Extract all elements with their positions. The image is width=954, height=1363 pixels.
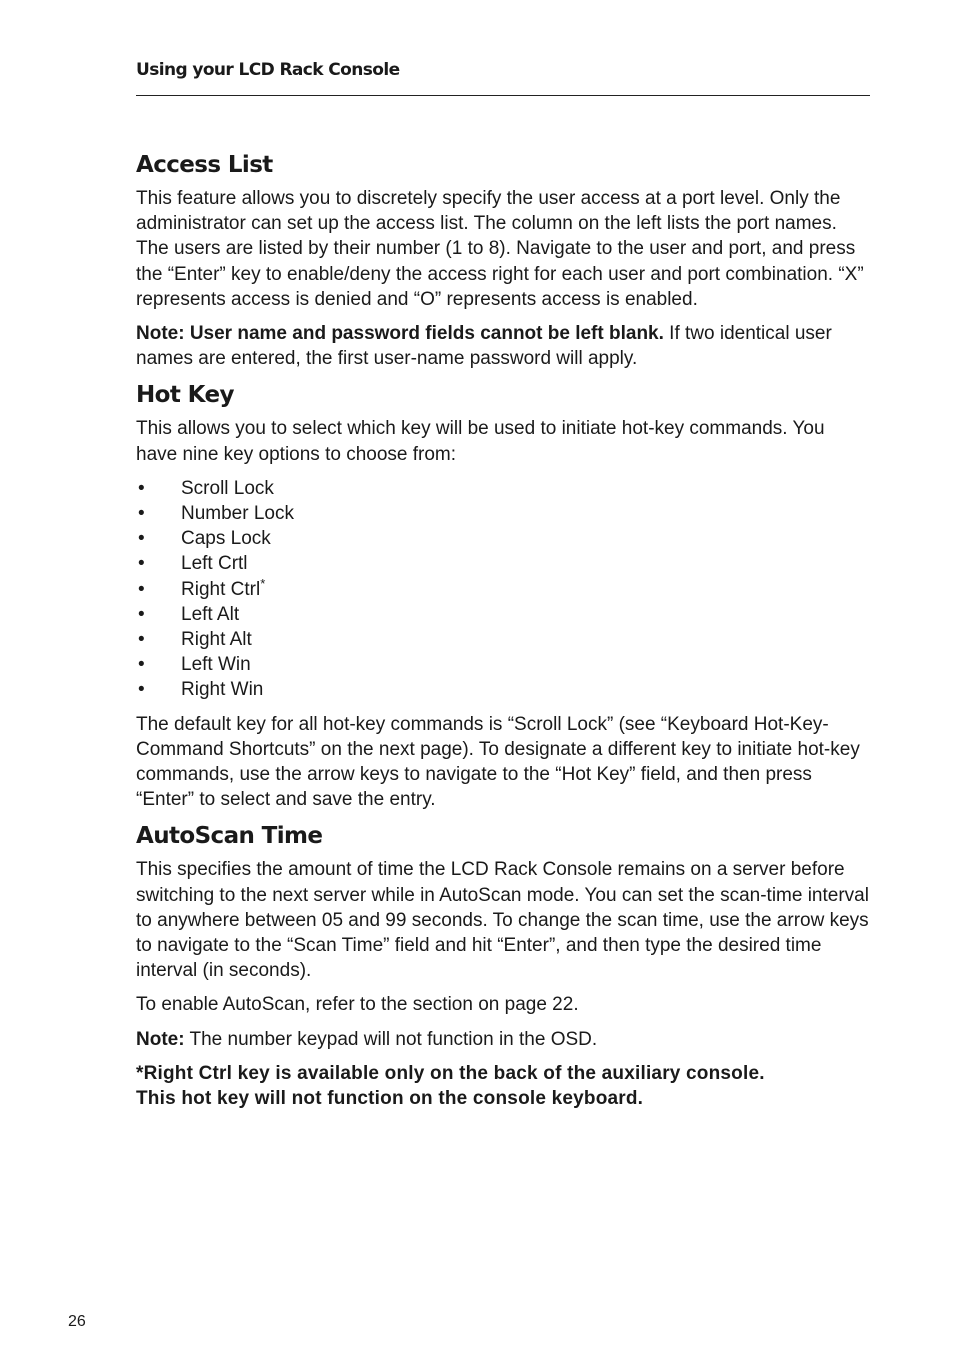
footnote-line-2: This hot key will not function on the console keyboard. (136, 1088, 644, 1110)
bullet-icon: • (138, 654, 145, 676)
page-number: 26 (68, 1313, 86, 1330)
access-list-note (136, 321, 870, 371)
hot-key-option-label: Right Win (181, 679, 264, 701)
autoscan-note-label: Note: (136, 1028, 185, 1050)
hot-key-option-label: Scroll Lock (181, 477, 274, 499)
right-ctrl-footnote (136, 1061, 870, 1111)
list-item (136, 652, 870, 677)
footnote-asterisk: * (260, 575, 266, 591)
hot-key-option-label: Right Alt (181, 629, 252, 651)
list-item (136, 501, 870, 526)
hot-key-option-label: Left Alt (181, 603, 240, 625)
bullet-icon: • (138, 503, 145, 525)
list-item (136, 551, 870, 576)
autoscan-note-text: The number keypad will not function in the OSD. (184, 1028, 598, 1050)
hot-key-option-label: Left Win (181, 654, 251, 676)
hot-key-default-description: The default key for all hot-key commands is “Scroll Lock” (see “Keyboard Hot-Key-Command Shortcuts” on the next page). To designate a different key to initiate hot-key commands, use the arrow keys to navigate to the “Hot Key” field, and then press “Enter” to select and save the entry. (136, 713, 860, 811)
hot-key-option-label: Number Lock (181, 503, 294, 525)
section-hot-key (136, 380, 870, 812)
header-rule (136, 95, 870, 96)
autoscan-note (136, 1027, 870, 1052)
list-item (136, 627, 870, 652)
page-content (136, 150, 870, 1120)
section-heading-access-list: Access List (136, 152, 273, 178)
section-autoscan-time (136, 821, 870, 1111)
hot-key-option-label: Right Ctrl (181, 578, 261, 600)
bullet-icon: • (138, 528, 145, 550)
access-list-description: This feature allows you to discretely specify the user access at a port level. Only the administrator can set up the access list. The column on the left lists the port names. The users are listed by their number (1 to 8). Navigate to the user and port, and press the “Enter” key to enable/deny the access right for each user and port combination. “X” represents access is denied and “O” represents access is enabled. (136, 188, 864, 310)
access-list-note-text: If two identical user names are entered, the first user-name password will apply. (136, 323, 832, 370)
bullet-icon: • (138, 679, 145, 701)
list-item (136, 677, 870, 702)
section-heading-autoscan-time: AutoScan Time (136, 823, 323, 850)
footnote-line-1: *Right Ctrl key is available only on the back of the auxiliary console. (136, 1062, 765, 1084)
autoscan-enable-reference: To enable AutoScan, refer to the section on page 22. (136, 994, 579, 1016)
bullet-icon: • (138, 629, 145, 651)
running-header: Using your LCD Rack Console (136, 60, 400, 80)
access-list-note-label: Note: User name and password fields cannot be left blank. (136, 323, 664, 345)
hot-key-options-list (136, 476, 870, 703)
bullet-icon: • (138, 553, 145, 575)
list-item (136, 577, 870, 602)
hot-key-intro: This allows you to select which key will be used to initiate hot-key commands. You have nine key options to choose from: (136, 418, 825, 465)
hot-key-option-label: Caps Lock (181, 528, 271, 550)
list-item (136, 602, 870, 627)
bullet-icon: • (138, 603, 145, 625)
autoscan-description: This specifies the amount of time the LCD Rack Console remains on a server before switching to the next server while in AutoScan mode. You can set the scan-time interval to anywhere between 05 and 99 seconds. To change the scan time, use the arrow keys to navigate to the “Scan Time” field and hit “Enter”, and then type the desired time interval (in seconds). (136, 859, 869, 982)
section-access-list (136, 150, 870, 371)
hot-key-option-label: Left Crtl (181, 553, 248, 575)
section-heading-hot-key: Hot Key (136, 382, 234, 409)
bullet-icon: • (138, 477, 145, 499)
bullet-icon: • (138, 578, 145, 600)
list-item (136, 476, 870, 501)
list-item (136, 526, 870, 551)
